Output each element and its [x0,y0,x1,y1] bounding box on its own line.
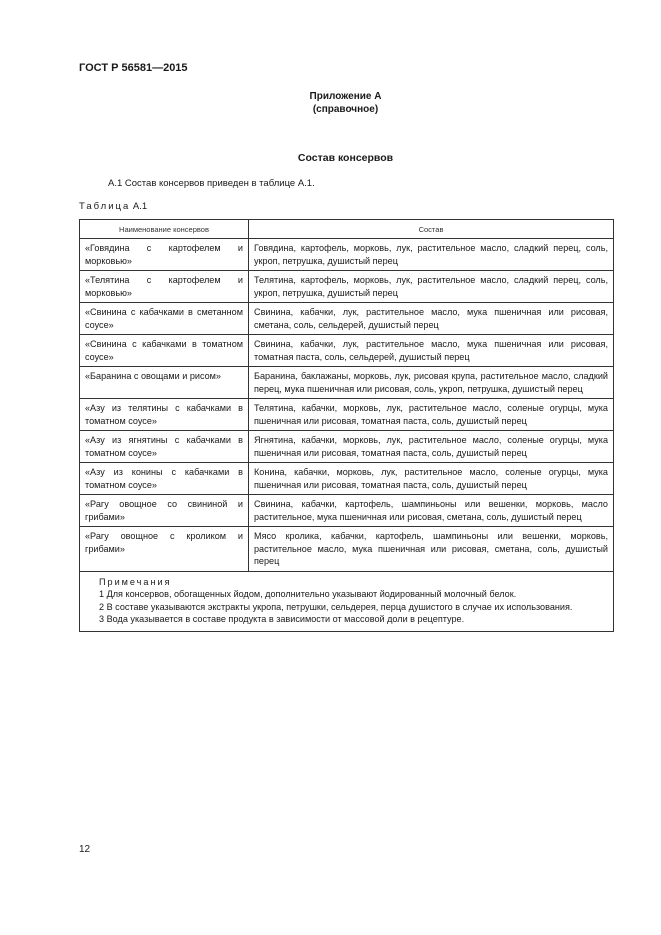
composition-cell: Телятина, картофель, морковь, лук, растительное масло, сладкий перец, соль, укроп, петрушка, душистый перец [249,271,614,303]
note-item: 1 Для консервов, обогащенных йодом, дополнительно указывают йодированный молочный белок. [99,589,517,599]
table-row [80,335,614,367]
table-row [80,495,614,527]
table-row [80,527,614,572]
composition-cell: Конина, кабачки, морковь, лук, растительное масло, соленые огурцы, мука пшеничная или рисовая, томатная паста, соль, душистый перец [249,463,614,495]
product-name-cell: «Телятина с картофелем и морковью» [80,271,249,303]
table-row [80,367,614,399]
product-name-cell: «Свинина с кабачками в томатном соусе» [80,335,249,367]
page-number: 12 [79,844,91,855]
column-header-name: Наименование консервов [80,220,249,239]
composition-cell: Ягнятина, кабачки, морковь, лук, растительное масло, соленые огурцы, мука пшеничная или рисовая, томатная паста, соль, душистый перец [249,431,614,463]
product-name-cell: «Рагу овощное с кроликом и грибами» [80,527,249,572]
product-name-cell: «Азу из конины с кабачками в томатном соусе» [80,463,249,495]
table-row [80,463,614,495]
composition-cell: Свинина, кабачки, лук, растительное масло, мука пшеничная или рисовая, томатная паста, соль, сельдерей, душистый перец [249,335,614,367]
composition-cell: Телятина, кабачки, морковь, лук, растительное масло, соленые огурцы, мука пшеничная или рисовая, томатная паста, соль, душистый перец [249,399,614,431]
standard-header: ГОСТ Р 56581—2015 [79,62,188,74]
appendix-title: Приложение А [309,91,382,102]
product-name-cell: «Свинина с кабачками в сметанном соусе» [80,303,249,335]
table-header-row [80,220,614,239]
column-header-composition: Состав [249,220,614,239]
composition-cell: Говядина, картофель, морковь, лук, растительное масло, сладкий перец, соль, укроп, петрушка, душистый перец [249,239,614,271]
appendix-heading [0,90,661,116]
composition-cell: Мясо кролика, кабачки, картофель, шампиньоны или вешенки, морковь, растительное масло, мука пшеничная или рисовая, сметана, соль, душистый перец [249,527,614,572]
composition-cell: Баранина, баклажаны, морковь, лук, рисовая крупа, растительное масло, сладкий перец, мука пшеничная или рисовая, соль, укроп, петрушка, душистый перец [249,367,614,399]
product-name-cell: «Рагу овощное со свининой и грибами» [80,495,249,527]
product-name-cell: «Азу из телятины с кабачками в томатном соусе» [80,399,249,431]
composition-cell: Свинина, кабачки, картофель, шампиньоны или вешенки, морковь, масло растительное, мука пшеничная или рисовая, сметана, соль, душистый перец [249,495,614,527]
appendix-subtitle: (справочное) [312,104,379,115]
notes-title: Примечания [99,576,172,587]
table-row [80,303,614,335]
table-caption-prefix: Таблица [79,201,131,212]
intro-paragraph: А.1 Состав консервов приведен в таблице А.1. [108,178,315,189]
table-caption-number: А.1 [132,201,148,212]
table-caption [79,201,147,212]
notes-cell [80,571,614,631]
product-name-cell: «Баранина с овощами и рисом» [80,367,249,399]
table-row [80,271,614,303]
table-row [80,239,614,271]
product-name-cell: «Говядина с картофелем и морковью» [80,239,249,271]
note-item: 3 Вода указывается в составе продукта в зависимости от массовой доли в рецептуре. [99,614,465,624]
composition-table [79,219,614,632]
notes-row [80,571,614,631]
composition-cell: Свинина, кабачки, лук, растительное масло, мука пшеничная или рисовая, сметана, соль, сельдерей, душистый перец [249,303,614,335]
note-item: 2 В составе указываются экстракты укропа, петрушки, сельдерея, перца душистого в случае их использования. [99,601,573,612]
table-row [80,431,614,463]
table-row [80,399,614,431]
section-title: Состав консервов [297,152,394,164]
product-name-cell: «Азу из ягнятины с кабачками в томатном соусе» [80,431,249,463]
